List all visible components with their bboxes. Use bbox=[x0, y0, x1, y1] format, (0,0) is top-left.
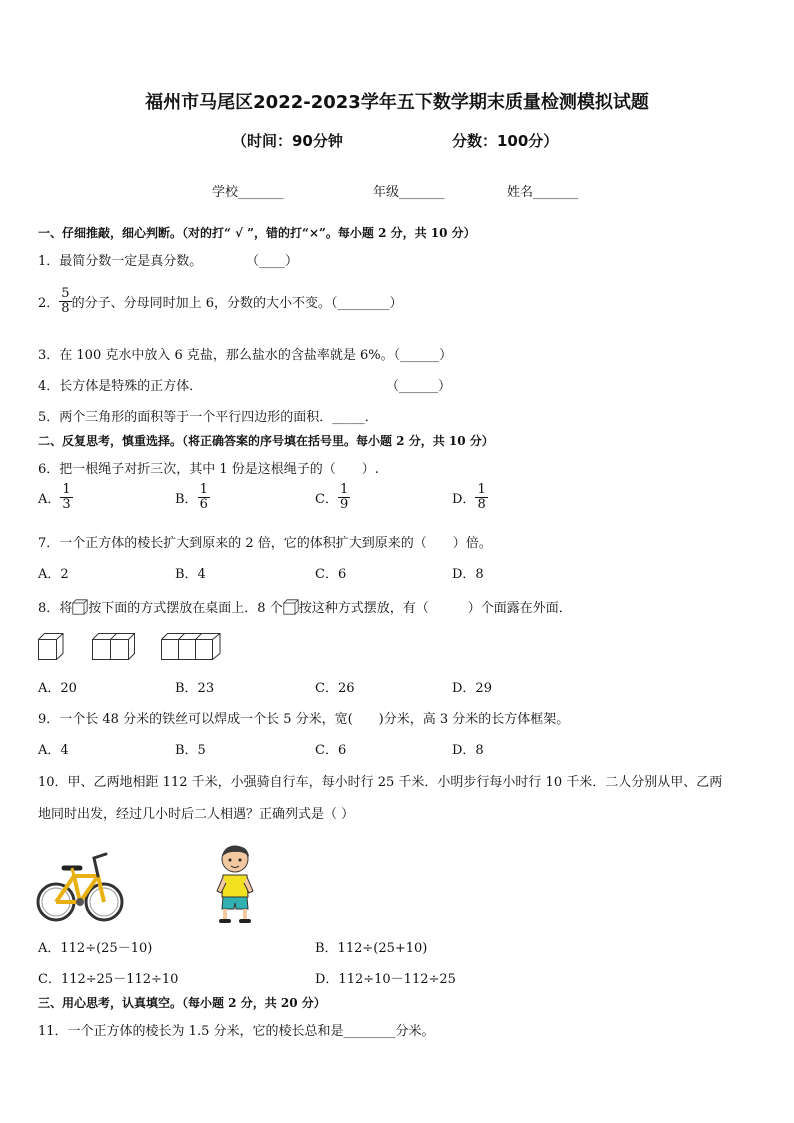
bicycle-illustration bbox=[36, 850, 124, 925]
school-field: 学校_______ bbox=[212, 185, 284, 200]
section-1-heading: 一、仔细推敲，细心判断。（对的打“ √ ”，错的打“×”。每小题 2 分，共 10 分） bbox=[38, 226, 476, 240]
two-cube-figure bbox=[92, 633, 135, 661]
exam-time: （时间：90分钟 bbox=[232, 132, 343, 150]
name-field: 姓名_______ bbox=[507, 185, 579, 200]
question-5: 5．两个三角形的面积等于一个平行四边形的面积．_____． bbox=[38, 410, 378, 425]
one-cube-figure bbox=[38, 633, 64, 661]
question-9-option-a[interactable]: A．4 bbox=[38, 743, 69, 758]
question-4-blank: （______） bbox=[386, 379, 452, 394]
question-4: 4．长方体是特殊的正方体． bbox=[38, 379, 203, 394]
question-2 bbox=[38, 287, 402, 316]
exam-score: 分数：100分） bbox=[452, 132, 559, 150]
question-7-option-c[interactable]: C．6 bbox=[315, 567, 347, 582]
question-6-option-a[interactable]: A． $\frac{1}{3}$ bbox=[38, 482, 71, 512]
cube-icon bbox=[72, 599, 88, 615]
question-8-option-a[interactable]: A．20 bbox=[38, 681, 77, 696]
question-2-fraction: $\frac{5}{8}$ bbox=[61, 286, 70, 316]
question-8-option-d[interactable]: D．29 bbox=[452, 681, 492, 696]
section-3-heading: 三、用心思考，认真填空。（每小题 2 分，共 20 分） bbox=[38, 996, 326, 1010]
question-8-option-c[interactable]: C．26 bbox=[315, 681, 355, 696]
boy-illustration bbox=[214, 845, 256, 925]
question-9-option-d[interactable]: D．8 bbox=[452, 743, 484, 758]
question-6-option-c[interactable]: C． $\frac{1}{9}$ bbox=[315, 482, 349, 512]
grade-field: 年级_______ bbox=[373, 185, 445, 200]
question-10-option-b[interactable]: B．112÷(25+10) bbox=[315, 941, 428, 956]
question-2-text: 的分子、分母同时加上 6，分数的大小不变。（________） bbox=[71, 296, 403, 311]
question-10-option-d[interactable]: D．112÷10－112÷25 bbox=[315, 972, 456, 987]
question-6-option-d[interactable]: D． $\frac{1}{8}$ bbox=[452, 482, 486, 512]
question-9: 9．一个长 48 分米的铁丝可以焊成一个长 5 分米，宽( )分米，高 3 分米的长方体框架。 bbox=[38, 712, 570, 727]
question-11: 11．一个正方体的棱长为 1.5 分米，它的棱长总和是________分米。 bbox=[38, 1024, 435, 1039]
page-title: 福州市马尾区2022-2023学年五下数学期末质量检测模拟试题 bbox=[145, 92, 649, 113]
question-6: 6．把一根绳子对折三次，其中 1 份是这根绳子的（ ）. bbox=[38, 462, 379, 477]
question-8: 8．将 按下面的方式摆放在桌面上．8 个 按这种方式摆放，有（ ）个面露在外面． bbox=[38, 597, 572, 616]
question-9-option-b[interactable]: B．5 bbox=[175, 743, 206, 758]
question-7-option-d[interactable]: D．8 bbox=[452, 567, 484, 582]
cube-icon bbox=[283, 599, 299, 615]
question-9-option-c[interactable]: C．6 bbox=[315, 743, 347, 758]
question-7-option-b[interactable]: B．4 bbox=[175, 567, 206, 582]
question-10-line-2: 地同时出发，经过几小时后二人相遇？正确列式是（ ） bbox=[38, 807, 355, 822]
question-6-option-b[interactable]: B． $\frac{1}{6}$ bbox=[175, 482, 208, 512]
question-8-option-b[interactable]: B．23 bbox=[175, 681, 215, 696]
question-7-option-a[interactable]: A．2 bbox=[38, 567, 69, 582]
section-2-heading: 二、反复思考，慎重选择。（将正确答案的序号填在括号里。每小题 2 分，共 10 分） bbox=[38, 434, 494, 448]
question-2-number: 2． bbox=[38, 296, 60, 311]
question-7: 7．一个正方体的棱长扩大到原来的 2 倍，它的体积扩大到原来的（ ）倍。 bbox=[38, 536, 492, 551]
question-10-option-a[interactable]: A．112÷(25－10) bbox=[38, 941, 153, 956]
question-10-option-c[interactable]: C．112÷25－112÷10 bbox=[38, 972, 179, 987]
question-1-blank: （____） bbox=[246, 254, 299, 269]
question-3: 3．在 100 克水中放入 6 克盐，那么盐水的含盐率就是 6%。（______） bbox=[38, 348, 453, 363]
question-1: 1．最简分数一定是真分数。 bbox=[38, 254, 203, 269]
three-cube-figure bbox=[161, 633, 221, 661]
question-10-line-1: 10．甲、乙两地相距 112 千米，小强骑自行车，每小时行 25 千米．小明步行每小时行 10 千米．二人分别从甲、乙两 bbox=[38, 775, 723, 790]
